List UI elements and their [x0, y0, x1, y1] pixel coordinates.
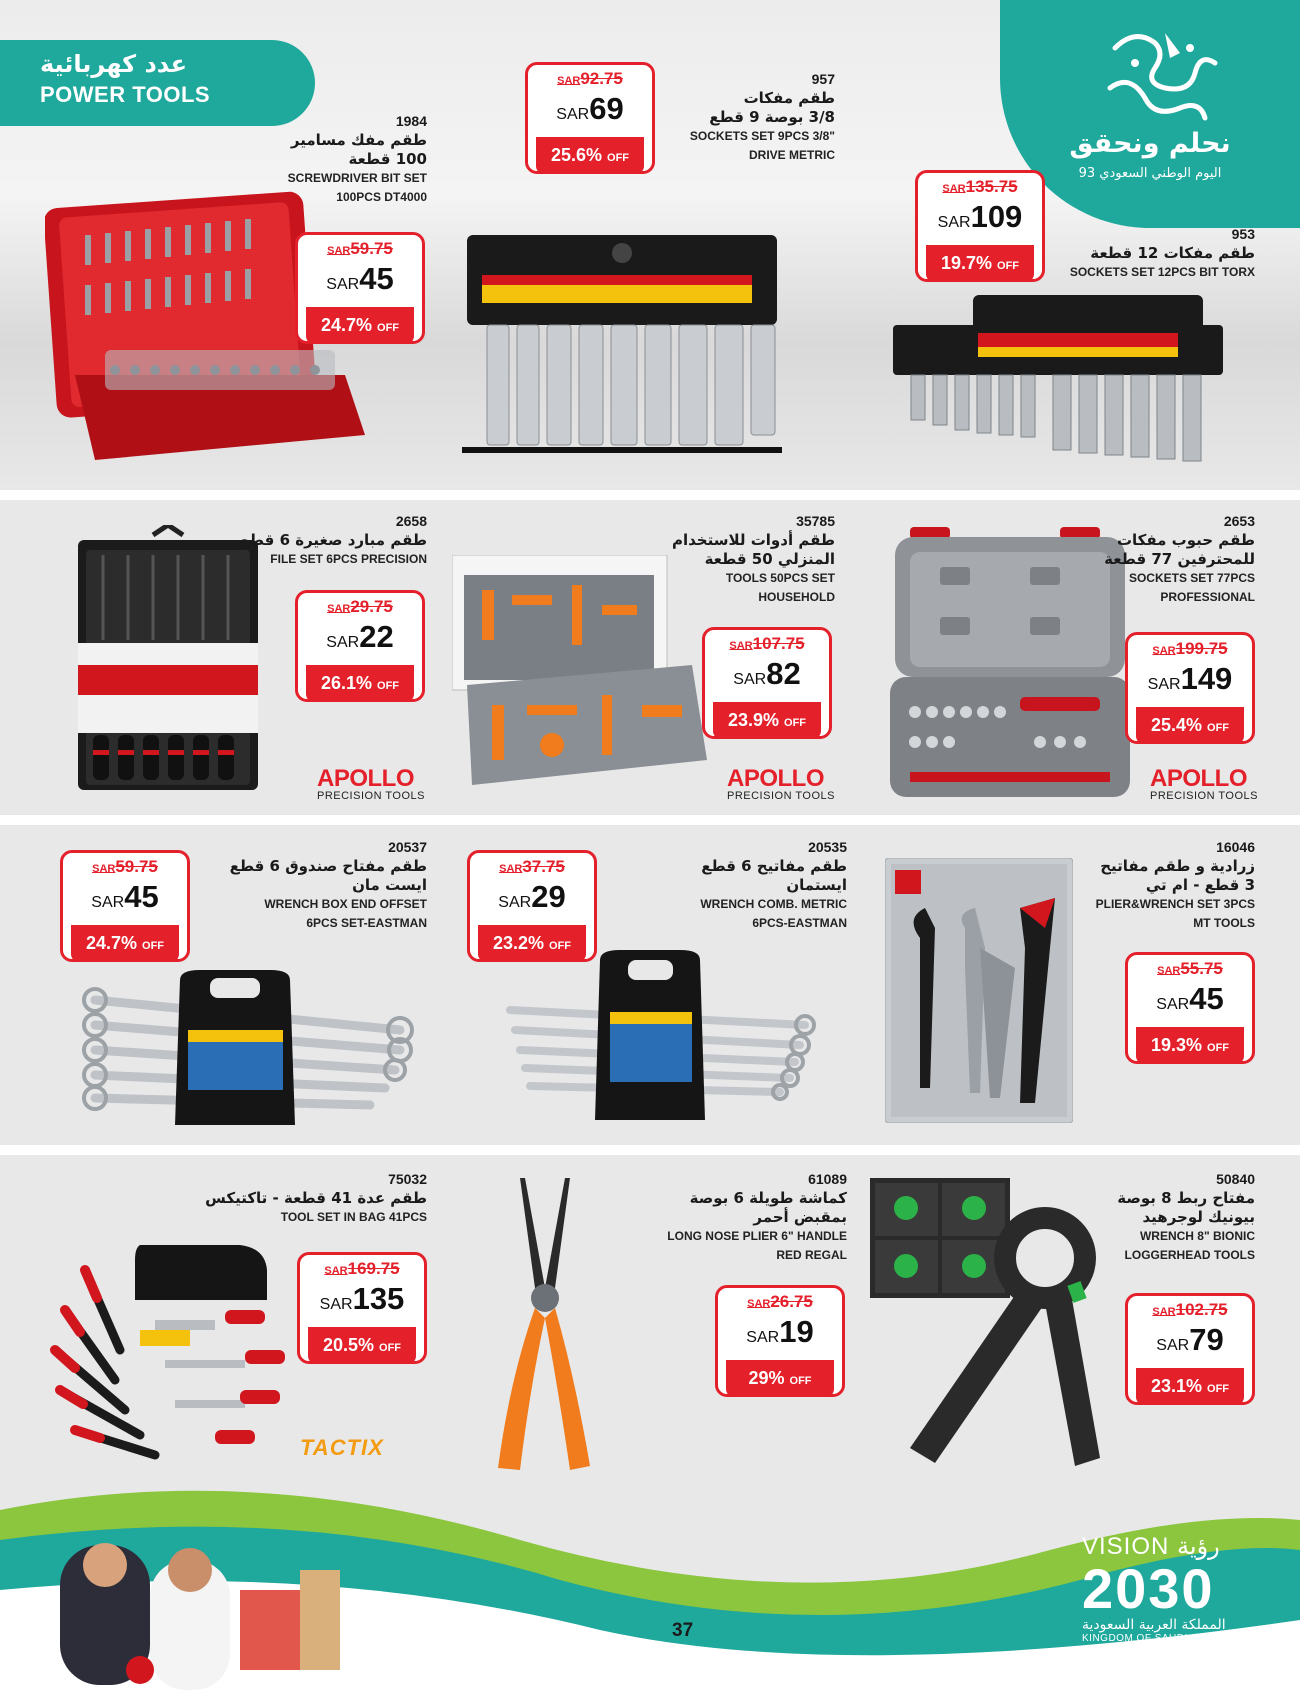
divider	[0, 1145, 1300, 1155]
old-price: SAR92.75	[557, 69, 623, 88]
product-name-ar: كماشة طويلة 6 بوصة	[689, 1189, 847, 1207]
product-name-en: MT TOOLS	[1193, 916, 1255, 930]
product-text	[1117, 1170, 1255, 1265]
price-tag	[1125, 1293, 1255, 1405]
product-name-ar: بمقبض أحمر	[753, 1208, 847, 1226]
product-text	[230, 838, 427, 933]
product-name-ar: طقم حبوب مفكات	[1116, 531, 1255, 549]
product-name-ar: زرادية و طقم مفاتيح	[1100, 857, 1255, 875]
page-number: 37	[672, 1620, 694, 1641]
vision-2030-logo	[1082, 1532, 1262, 1644]
product-name-en: 6PCS-EASTMAN	[752, 916, 847, 930]
price-tag	[295, 232, 425, 344]
product-text	[288, 112, 427, 207]
category-title-ar: عدد كهربائية	[40, 50, 188, 78]
discount-badge: 19.3% OFF	[1136, 1027, 1244, 1064]
product-code: 957	[811, 71, 835, 87]
discount-badge: 23.1% OFF	[1136, 1368, 1244, 1405]
product-image-socket-set-12pcs	[893, 295, 1223, 475]
product-code: 2653	[1223, 513, 1255, 529]
product-text	[205, 1170, 427, 1227]
brand-logo-apollo: APOLLO PRECISION TOOLS	[317, 765, 425, 802]
vision-en: VISION	[1082, 1533, 1170, 1560]
old-price: SAR26.75	[747, 1292, 813, 1311]
product-name-ar: 100 قطعة	[348, 150, 427, 168]
product-name-en: SOCKETS SET 12PCS BIT TORX	[1069, 265, 1255, 279]
divider	[0, 490, 1300, 500]
price-tag	[715, 1285, 845, 1397]
product-text	[672, 512, 835, 607]
product-name-en: LONG NOSE PLIER 6" HANDLE	[667, 1229, 847, 1243]
product-image-socket-set-9pcs	[462, 235, 782, 465]
old-price: SAR37.75	[499, 857, 565, 876]
discount-badge: 19.7% OFF	[926, 245, 1034, 282]
product-code: 20537	[388, 839, 427, 855]
brand-logo-apollo: APOLLO PRECISION TOOLS	[1150, 765, 1258, 802]
product-name-ar: بيونيك لوجرهيد	[1142, 1208, 1255, 1226]
new-price: SAR109	[937, 199, 1023, 234]
product-name-en: LOGGERHEAD TOOLS	[1124, 1248, 1255, 1262]
product-name-ar: طقم مفكات 12 قطعة	[1090, 244, 1255, 262]
product-text	[1104, 512, 1255, 607]
old-price: SAR199.75	[1152, 639, 1228, 658]
product-name-en: DRIVE METRIC	[748, 148, 835, 162]
product-name-ar: طقم مبارد صغيرة 6 قطع	[239, 531, 427, 549]
product-name-ar: المنزلي 50 قطعة	[704, 550, 835, 568]
product-name-ar: 3 قطع - ام تي	[1145, 876, 1255, 894]
new-price: SAR82	[733, 656, 801, 691]
product-text	[690, 70, 835, 165]
product-name-en: WRENCH COMB. METRIC	[700, 897, 847, 911]
product-text	[1096, 838, 1255, 933]
old-price: SAR59.75	[92, 857, 158, 876]
new-price: SAR19	[746, 1314, 814, 1349]
new-price: SAR22	[326, 619, 394, 654]
discount-badge: 23.2% OFF	[478, 925, 586, 962]
old-price: SAR135.75	[942, 177, 1018, 196]
product-image-household-tool-set	[452, 555, 707, 785]
new-price: SAR45	[1156, 981, 1224, 1016]
divider	[0, 815, 1300, 825]
discount-badge: 24.7% OFF	[71, 925, 179, 962]
product-name-en: RED REGAL	[776, 1248, 847, 1262]
new-price: SAR69	[556, 91, 624, 126]
discount-badge: 23.9% OFF	[713, 702, 821, 739]
product-name-ar: مفتاح ربط 8 بوصة	[1117, 1189, 1255, 1207]
national-day-subtitle: اليوم الوطني السعودي 93	[1078, 166, 1222, 181]
product-name-en: FILE SET 6PCS PRECISION	[270, 552, 427, 566]
new-price: SAR135	[319, 1281, 405, 1316]
product-text	[1070, 225, 1255, 282]
old-price: SAR102.75	[1152, 1300, 1228, 1319]
old-price: SAR169.75	[324, 1259, 400, 1278]
product-code: 20535	[808, 839, 847, 855]
product-code: 1984	[395, 113, 427, 129]
price-tag	[295, 590, 425, 702]
product-name-en: HOUSEHOLD	[758, 590, 835, 604]
product-image-bionic-wrench	[870, 1178, 1120, 1473]
product-image-file-set	[78, 525, 258, 790]
product-code: 75032	[388, 1171, 427, 1187]
product-image-plier-wrench-set	[885, 858, 1073, 1123]
product-name-en: TOOL SET IN BAG 41PCS	[280, 1210, 427, 1224]
product-name-ar: طقم عدة 41 قطعة - تاكتيكس	[205, 1189, 427, 1207]
product-image-box-end-wrench-set	[80, 970, 420, 1130]
product-name-ar: للمحترفين 77 قطعة	[1104, 550, 1255, 568]
product-name-ar: طقم مفكات	[743, 89, 835, 107]
product-code: 35785	[796, 513, 835, 529]
old-price: SAR107.75	[729, 634, 805, 653]
product-name-ar: ايستمان	[786, 876, 847, 894]
new-price: SAR79	[1156, 1322, 1224, 1357]
vision-ar: رؤية	[1177, 1532, 1220, 1560]
product-name-en: PROFESSIONAL	[1160, 590, 1255, 604]
discount-badge: 26.1% OFF	[306, 665, 414, 702]
product-name-en: WRENCH 8" BIONIC	[1139, 1229, 1255, 1243]
product-name-ar: ايست مان	[352, 876, 427, 894]
discount-badge: 29% OFF	[726, 1360, 834, 1397]
product-name-ar: طقم مفك مسامير	[290, 131, 427, 149]
product-name-ar: 3/8 بوصة 9 قطع	[709, 108, 835, 126]
old-price: SAR55.75	[1157, 959, 1223, 978]
product-code: 61089	[808, 1171, 847, 1187]
product-name-ar: طقم مفاتيح 6 قطع	[701, 857, 847, 875]
national-day-calligraphy-icon	[1095, 28, 1225, 128]
price-tag	[1125, 632, 1255, 744]
vision-year: 2030	[1082, 1557, 1215, 1620]
discount-badge: 20.5% OFF	[308, 1327, 416, 1364]
brand-logo-tactix: TACTIX	[300, 1435, 384, 1460]
kingdom-ar: المملكة العربية السعودية	[1082, 1617, 1226, 1633]
product-image-long-nose-plier	[490, 1178, 600, 1473]
price-tag	[915, 170, 1045, 282]
discount-badge: 25.4% OFF	[1136, 707, 1244, 744]
old-price: SAR59.75	[327, 239, 393, 258]
product-code: 953	[1231, 226, 1255, 242]
product-name-en: 100PCS DT4000	[336, 190, 427, 204]
price-tag	[702, 627, 832, 739]
new-price: SAR149	[1147, 661, 1233, 696]
price-tag	[297, 1252, 427, 1364]
new-price: SAR45	[91, 879, 159, 914]
product-name-en: WRENCH BOX END OFFSET	[264, 897, 427, 911]
product-image-tool-set-in-bag	[45, 1240, 295, 1465]
product-code: 50840	[1216, 1171, 1255, 1187]
price-tag	[467, 850, 597, 962]
product-name-en: 6PCS SET-EASTMAN	[306, 916, 427, 930]
product-name-en: SOCKETS SET 77PCS	[1128, 571, 1255, 585]
product-name-en: PLIER&WRENCH SET 3PCS	[1095, 897, 1255, 911]
kingdom-en: KINGDOM OF SAUDI ARABIA	[1082, 1633, 1231, 1644]
product-name-ar: طقم مفتاح صندوق 6 قطع	[229, 857, 427, 875]
category-tab	[0, 40, 315, 126]
product-name-en: SOCKETS SET 9PCS 3/8"	[689, 129, 835, 143]
product-name-ar: طقم أدوات للاستخدام	[671, 531, 835, 549]
product-code: 16046	[1216, 839, 1255, 855]
price-tag	[1125, 952, 1255, 1064]
national-day-title: نحلم ونحقق	[1069, 128, 1231, 159]
product-image-combination-wrench-set	[500, 950, 820, 1125]
discount-badge: 25.6% OFF	[536, 137, 644, 174]
price-tag	[525, 62, 655, 174]
category-title-en: POWER TOOLS	[40, 82, 211, 107]
product-text	[700, 838, 847, 933]
product-text	[240, 512, 427, 569]
product-name-en: SCREWDRIVER BIT SET	[287, 171, 427, 185]
product-text	[667, 1170, 847, 1265]
new-price: SAR45	[326, 261, 394, 296]
product-image-socket-set-77pcs	[890, 527, 1130, 797]
discount-badge: 24.7% OFF	[306, 307, 414, 344]
old-price: SAR29.75	[327, 597, 393, 616]
new-price: SAR29	[498, 879, 566, 914]
product-code: 2658	[395, 513, 427, 529]
price-tag	[60, 850, 190, 962]
brand-logo-apollo: APOLLO PRECISION TOOLS	[727, 765, 835, 802]
product-name-en: TOOLS 50PCS SET	[725, 571, 835, 585]
